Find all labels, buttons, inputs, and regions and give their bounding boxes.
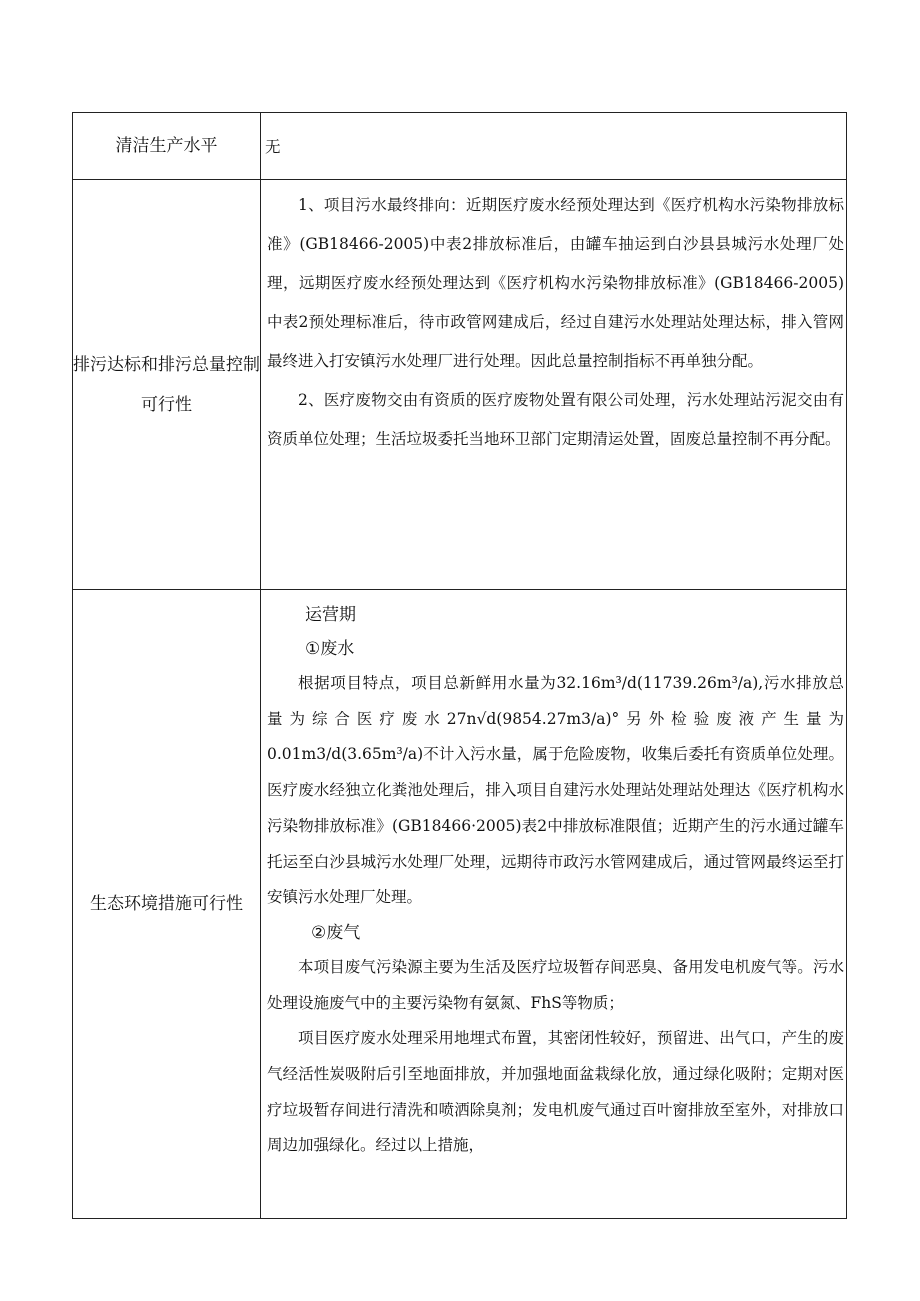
paragraph: 根据项目特点，项目总新鲜用水量为32.16m³/d(11739.26m³/a),污水排放总量为综合医疗废水27n√d(9854.27m3/a)°另外检验废液产生量为0.01m3/d(3.65m³/a)不计入污水量，属于危险废物，收集后委托有资质单位处理。医疗废水经独立化粪池处理后，排入项目自建污水处理站处理站处理达《医疗机构水污染物排放标准》(GB18466·2005)表2中排放标准限值；近期产生的污水通过罐车托运至白沙县城污水处理厂处理，远期待市政污水管网建成后，通过管网最终运至打安镇污水处理厂处理。: [267, 674, 844, 907]
table-row: [73, 590, 847, 1219]
paragraph: 本项目废气污染源主要为生活及医疗垃圾暂存间恶臭、备用发电机废气等。污水处理设施废气中的主要污染物有氨氮、FhS等物质；: [267, 957, 844, 1012]
row-content-discharge-control: [261, 180, 847, 590]
assessment-table: [72, 112, 847, 1219]
section-heading-operation-period: 运营期: [305, 605, 356, 625]
row-content-clean-production: 无: [261, 113, 847, 180]
row-label-clean-production: 清洁生产水平: [73, 113, 261, 180]
paragraph: 2、医疗废物交由有资质的医疗废物处置有限公司处理，污水处理站污泥交由有资质单位处理；生活垃圾委托当地环卫部门定期清运处置，固废总量控制不再分配。: [267, 391, 844, 448]
table-row: [73, 113, 847, 180]
paragraph: 项目医疗废水处理采用地埋式布置，其密闭性较好，预留进、出气口，产生的废气经活性炭吸附后引至地面排放，并加强地面盆栽绿化放，通过绿化吸附；定期对医疗垃圾暂存间进行清洗和喷洒除臭剂；发电机废气通过百叶窗排放至室外，对排放口周边加强绿化。经过以上措施，: [267, 1029, 844, 1155]
paragraph: 1、项目污水最终排向：近期医疗废水经预处理达到《医疗机构水污染物排放标准》(GB18466-2005)中表2排放标准后，由罐车抽运到白沙县县城污水处理厂处理，远期医疗废水经预处理达到《医疗机构水污染物排放标准》(GB18466-2005)中表2预处理标准后，待市政管网建成后，经过自建污水处理站处理达标，排入管网最终进入打安镇污水处理厂进行处理。因此总量控制指标不再单独分配。: [267, 196, 844, 370]
table-row: [73, 180, 847, 590]
section-heading-wastewater: ①废水: [305, 639, 355, 659]
row-label-eco-measures: 生态环境措施可行性: [73, 590, 261, 1219]
row-label-discharge-control: 排污达标和排污总量控制可行性: [73, 180, 261, 590]
row-content-eco-measures: [261, 590, 847, 1219]
section-heading-waste-gas: ②废气: [311, 922, 361, 943]
